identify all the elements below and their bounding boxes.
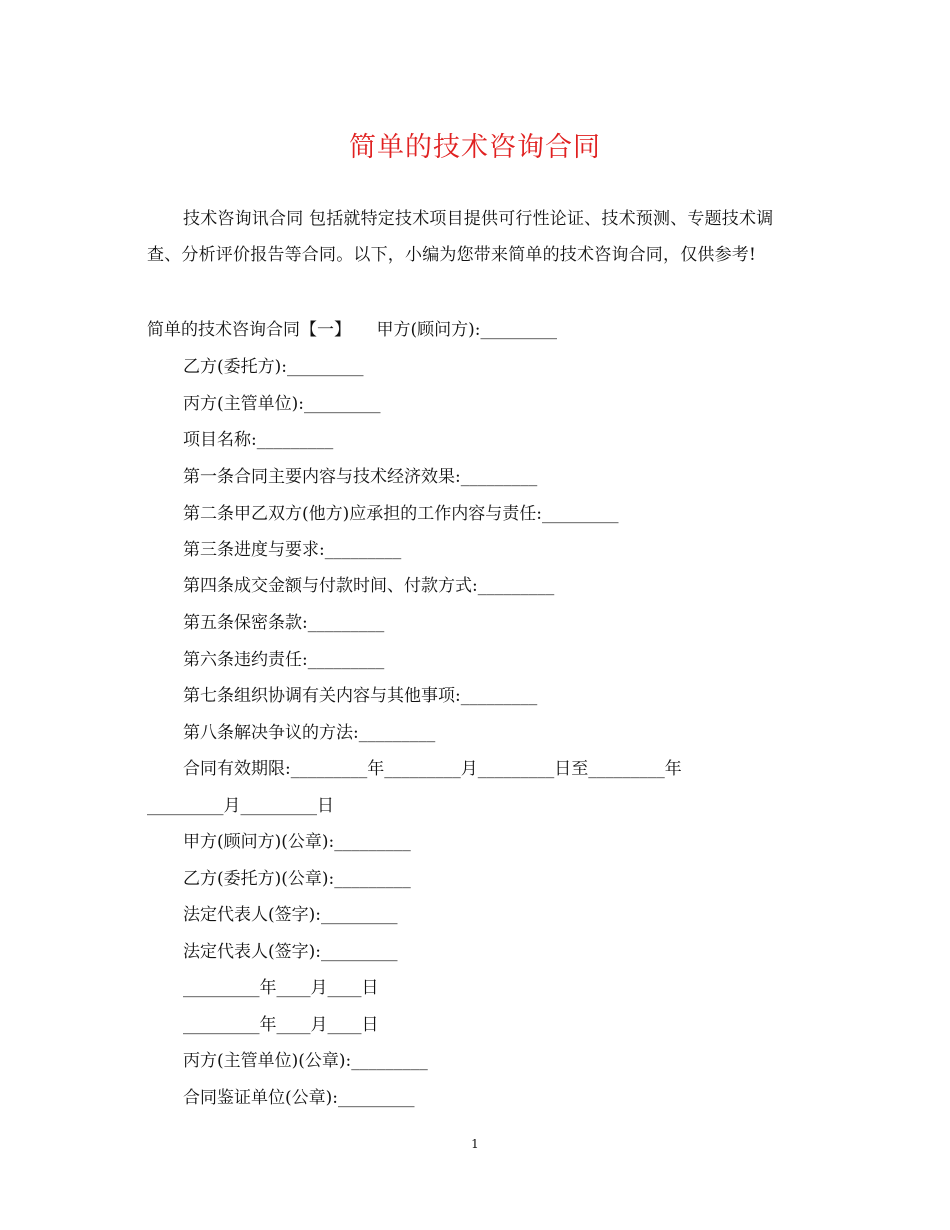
article-4-line: 第四条成交金额与付款时间、付款方式:_________ [183, 576, 555, 596]
party-b-line: 乙方(委托方):_________ [183, 357, 364, 377]
party-a-seal-line: 甲方(顾问方)(公章):_________ [183, 832, 411, 852]
article-5-line: 第五条保密条款:_________ [183, 613, 385, 633]
article-8-line: 第八条解决争议的方法:_________ [183, 723, 436, 743]
intro-paragraph: 技术咨询讯合同 包括就特定技术项目提供可行性论证、技术预测、专题技术调查、分析评价报告等合同。以下，小编为您带来简单的技术咨询合同，仅供参考! [147, 209, 774, 265]
document-title: 简单的技术咨询合同 [349, 132, 601, 163]
article-2-line: 第二条甲乙双方(他方)应承担的工作内容与责任:_________ [183, 504, 619, 524]
validity-period-continuation: _________月_________日 [147, 796, 334, 816]
party-b-seal-line: 乙方(委托方)(公章):_________ [183, 869, 411, 889]
article-1-line: 第一条合同主要内容与技术经济效果:_________ [183, 467, 538, 487]
party-c-line: 丙方(主管单位):_________ [183, 394, 381, 414]
article-7-line: 第七条组织协调有关内容与其他事项:_________ [183, 686, 538, 706]
contract-heading-line: 简单的技术咨询合同【一】 甲方(顾问方):_________ [147, 320, 557, 340]
date-line: _________年____月____日 [183, 978, 379, 998]
article-6-line: 第六条违约责任:_________ [183, 650, 385, 670]
date-line: _________年____月____日 [183, 1015, 379, 1035]
project-name-line: 项目名称:_________ [183, 430, 334, 450]
article-3-line: 第三条进度与要求:_________ [183, 540, 402, 560]
validity-period-line: 合同有效期限:_________年_________月_________日至_________年 [183, 759, 682, 779]
page-number: 1 [471, 1137, 479, 1151]
verification-unit-seal-line: 合同鉴证单位(公章):_________ [183, 1088, 415, 1108]
legal-rep-signature-line: 法定代表人(签字):_________ [183, 905, 398, 925]
legal-rep-signature-line: 法定代表人(签字):_________ [183, 942, 398, 962]
party-c-seal-line: 丙方(主管单位)(公章):_________ [183, 1051, 428, 1071]
